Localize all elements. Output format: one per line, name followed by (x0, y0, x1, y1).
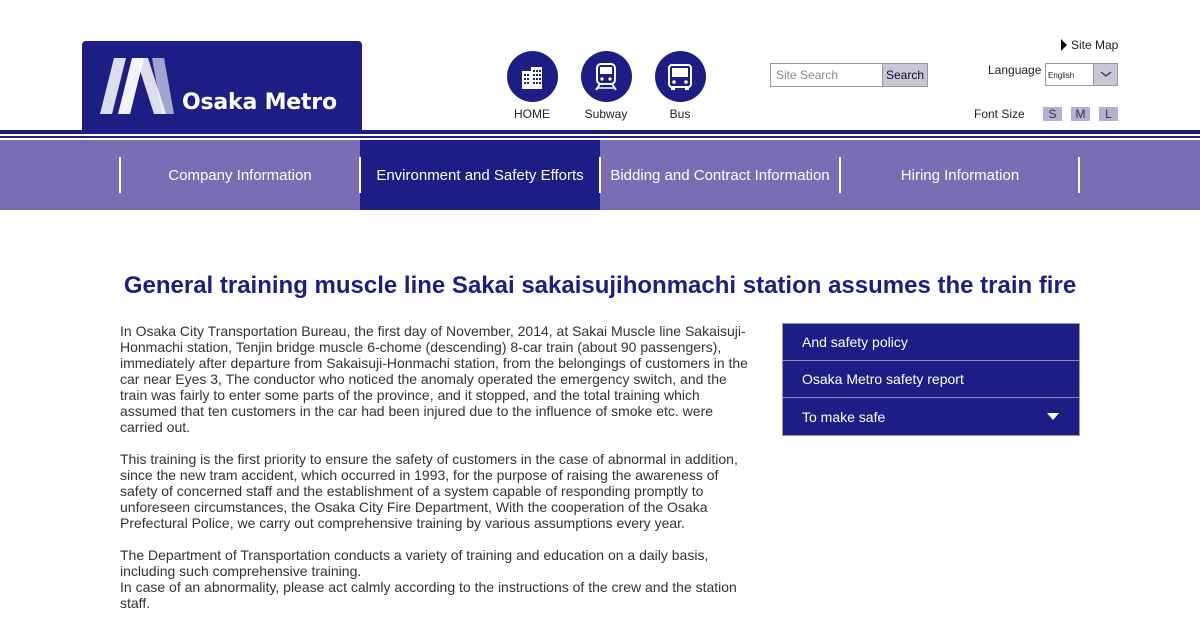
language-select[interactable] (1045, 63, 1118, 86)
article-paragraph: In Osaka City Transportation Bureau, the first day of November, 2014, at Sakai Muscle line Sakaisuji-Honmachi station, Tenjin bridge muscle 6-chome (descending) 8-car train (about 90 passengers), immediately after departure from Sakaisuji-Honmachi station, from the belongings of customers in the car near Eyes 3, The conductor who noticed the anomaly operated the emergency switch, and the train was fairly to enter some parts of the province, and it stopped, and the total training which assumed that ten customers in the car had been injured due to the influence of smoke etc. were carried out. (120, 323, 748, 435)
side-menu-label: Osaka Metro safety report (802, 371, 964, 387)
side-menu-item-to-make-safe[interactable] (783, 398, 1079, 435)
caret-down-icon[interactable] (1047, 413, 1059, 420)
nav-item-company-information[interactable]: Company Information (168, 166, 312, 184)
font-size-label: Font Size (974, 107, 1025, 121)
chevron-down-icon[interactable] (1094, 63, 1118, 86)
osaka-metro-logo[interactable] (82, 41, 362, 134)
page-title: General training muscle line Sakai sakaisujihonmachi station assumes the train fire (123, 272, 1077, 299)
side-menu-item-safety-policy[interactable] (783, 324, 1079, 361)
triangle-right-icon (1061, 39, 1067, 51)
header-divider (0, 130, 1200, 134)
quick-link-label: Subway (584, 107, 628, 121)
nav-divider (1078, 157, 1080, 193)
train-icon (581, 51, 632, 102)
font-size-large-button[interactable]: L (1099, 107, 1118, 121)
font-size-small-button[interactable]: S (1043, 107, 1062, 121)
side-menu-label: To make safe (802, 408, 886, 425)
nav-divider (359, 157, 361, 193)
nav-divider (119, 157, 121, 193)
global-nav (0, 140, 1200, 210)
sitemap-link[interactable] (1061, 38, 1118, 52)
sitemap-label: Site Map (1071, 38, 1119, 52)
search-button[interactable]: Search (883, 63, 928, 87)
metro-m-mark-icon (100, 57, 176, 115)
nav-divider (839, 157, 841, 193)
logo-text: Osaka Metro (182, 90, 337, 115)
search-input[interactable] (770, 63, 883, 87)
bus-icon (655, 51, 706, 102)
article-paragraph: In case of an abnormality, please act calmly according to the instructions of the crew and the station staff. (120, 579, 737, 611)
site-search (770, 63, 928, 87)
article-paragraph: The Department of Transportation conducts a variety of training and education on a daily basis, including such comprehensive training. (120, 547, 709, 579)
quick-link-label: Bus (669, 107, 691, 121)
side-menu-item-safety-report[interactable] (783, 361, 1079, 398)
article-paragraph: This training is the first priority to ensure the safety of customers in the case of abnormal in addition, since the new tram accident, which occurred in 1993, for the purpose of raising the awareness of safety of concerned staff and the establishment of a system capable of responding promptly to unforeseen circumstances, the Osaka City Fire Department, With the cooperation of the Osaka Prefectural Police, we carry out comprehensive training by various assumptions every year. (120, 451, 738, 531)
nav-item-hiring-information[interactable]: Hiring Information (900, 166, 1020, 184)
quick-link-home[interactable] (497, 51, 567, 121)
nav-item-bidding-and-contract[interactable]: Bidding and Contract Information (610, 166, 830, 184)
quick-link-subway[interactable] (571, 51, 641, 121)
site-header (0, 0, 1200, 140)
nav-divider (599, 157, 601, 193)
header-divider-thin (0, 136, 1200, 138)
language-value: English (1045, 63, 1094, 86)
side-menu-label: And safety policy (802, 334, 908, 350)
side-menu (782, 323, 1080, 436)
nav-item-environment-and-safety[interactable]: Environment and Safety Efforts (360, 140, 600, 210)
font-size-medium-button[interactable]: M (1071, 107, 1090, 121)
article-body (120, 323, 756, 627)
language-label: Language (988, 63, 1042, 77)
quick-link-label: HOME (514, 107, 550, 121)
quick-link-bus[interactable] (645, 51, 715, 121)
building-icon (507, 51, 558, 102)
